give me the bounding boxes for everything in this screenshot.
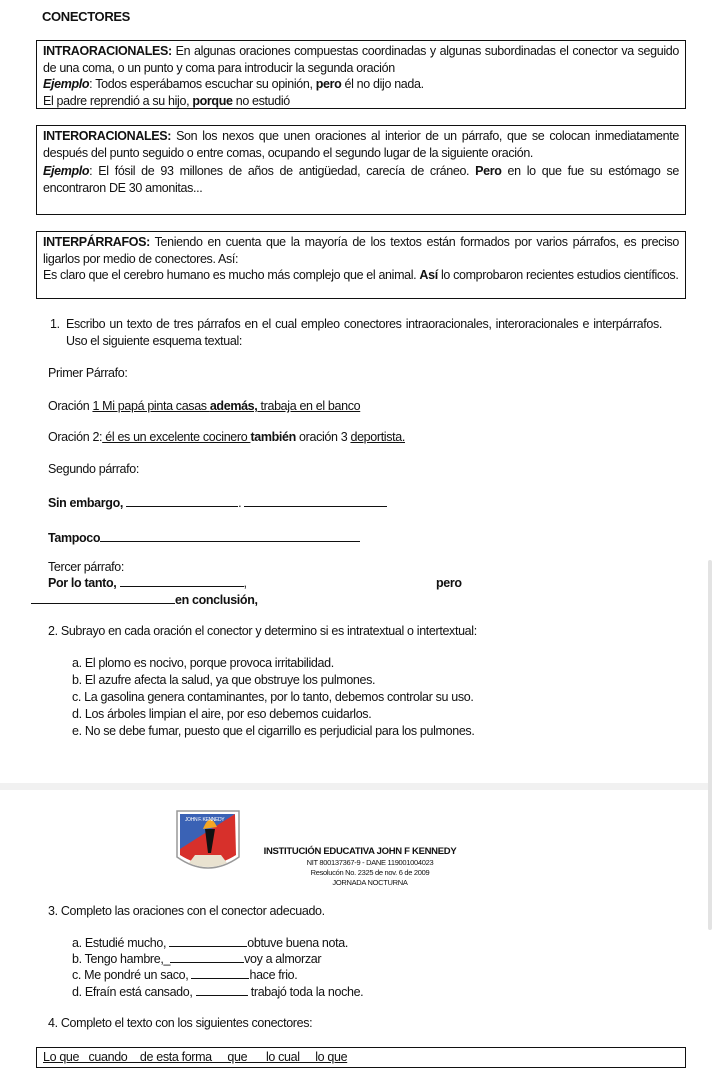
school-logo xyxy=(175,807,241,875)
connector-list: Lo que cuando de esta forma que lo cual lo que xyxy=(43,1050,348,1064)
list-item: b. El azufre afecta la salud, ya que obstruye los pulmones. xyxy=(72,673,376,687)
example-text: él no dijo nada. xyxy=(341,77,424,91)
blank[interactable] xyxy=(244,495,387,507)
label: Oración xyxy=(48,399,93,413)
sentence-start: a. Estudié mucho, xyxy=(72,936,170,950)
answer: 1 Mi papá pinta casas xyxy=(92,399,210,413)
sentence-end: obtuve buena nota. xyxy=(247,936,348,950)
sentence-end: trabajó toda la noche. xyxy=(247,985,364,999)
list-item: e. No se debe fumar, puesto que el cigarrillo es perjudicial para los pulmones. xyxy=(72,724,475,738)
blank[interactable] xyxy=(31,592,175,604)
blank[interactable] xyxy=(196,984,248,996)
sin-embargo-line: Sin embargo, . xyxy=(48,495,387,511)
blank[interactable] xyxy=(191,967,249,979)
blank[interactable] xyxy=(100,530,360,542)
institution-header xyxy=(240,846,480,888)
example-text: : El fósil de 93 millones de años de antigüedad, carecía de cráneo. xyxy=(89,163,476,178)
example-label: Ejemplo xyxy=(43,77,90,91)
page-separator xyxy=(0,783,712,790)
question-2: 2. Subrayo en cada oración el conector y determino si es intratextual o intertextual: xyxy=(48,624,477,638)
second-paragraph-label: Segundo párrafo: xyxy=(48,462,140,476)
connector: porque xyxy=(192,93,233,108)
example-text: lo comprobaron recientes estudios científicos. xyxy=(437,268,679,282)
connector: Tampoco xyxy=(48,531,101,545)
first-paragraph-label: Primer Párrafo: xyxy=(48,366,128,380)
list-item xyxy=(72,951,321,968)
list-item xyxy=(72,967,297,984)
box-text: En algunas oraciones compuestas coordinadas y algunas subordinadas el conector va seguido de una coma, o un punto y coma para introducir la segunda oración xyxy=(43,44,679,75)
por-lo-tanto-line: Por lo tanto, , xyxy=(48,576,247,590)
answer: trabaja en el banco xyxy=(257,399,361,413)
box-heading: INTERPÁRRAFOS: xyxy=(43,235,150,249)
interoracionales-box xyxy=(36,125,686,215)
question-3: 3. Completo las oraciones con el conector adecuado. xyxy=(48,904,325,918)
scrollbar[interactable] xyxy=(708,560,712,930)
institution-shift: JORNADA NOCTURNA xyxy=(332,878,408,887)
blank[interactable] xyxy=(126,495,238,507)
logo-text: JOHN F. KENNEDY xyxy=(185,817,225,823)
intraoracionales-box xyxy=(36,40,686,109)
institution-nit: NIT 800137367-9 - DANE 119001004023 xyxy=(306,858,434,867)
sentence-start: d. Efraín está cansado, xyxy=(72,985,196,999)
sentence-start: b. Tengo hambre,_ xyxy=(72,952,171,966)
list-item: a. El plomo es nocivo, porque provoca irritabilidad. xyxy=(72,656,334,670)
interparrafos-box xyxy=(36,231,686,299)
connector: pero xyxy=(315,77,342,91)
connector: Por lo tanto, xyxy=(48,576,117,590)
example-text: : Todos esperábamos escuchar su opinión, xyxy=(89,77,316,91)
box-heading: INTERORACIONALES: xyxy=(43,129,172,143)
tampoco-line xyxy=(48,530,360,546)
connector: pero xyxy=(436,576,462,590)
example-text: no estudió xyxy=(232,93,290,108)
question-4: 4. Completo el texto con los siguientes conectores: xyxy=(48,1016,313,1030)
label: oración 3 xyxy=(295,430,351,444)
institution-resolution: Resolucón No. 2325 de nov. 6 de 2009 xyxy=(310,868,430,877)
box-text: Son los nexos que unen oraciones al interior de un párrafo, que se colocan inmediatamente después del punto seguido o entre comas, ocupando el segundo lugar de la siguiente oración. xyxy=(43,129,679,161)
connector: además, xyxy=(209,399,258,413)
question-text: Escribo un texto de tres párrafos en el cual empleo conectores intraoracionales, interoracionales e interpárrafos. Uso el siguiente esquema textual: xyxy=(66,317,662,348)
connector: Sin embargo, xyxy=(48,496,123,510)
sentence-end: voy a almorzar xyxy=(244,952,322,966)
question-1 xyxy=(50,316,662,349)
en-conclusion-line xyxy=(31,592,258,608)
connector: en conclusión, xyxy=(175,593,258,607)
sentence-2 xyxy=(48,429,405,445)
blank[interactable] xyxy=(169,935,247,947)
connector: también xyxy=(250,430,296,444)
list-item: c. La gasolina genera contaminantes, por lo tanto, debemos controlar su uso. xyxy=(72,690,474,704)
sentence-1 xyxy=(48,398,360,414)
connectors-box xyxy=(36,1047,686,1068)
example-text: El padre reprendió a su hijo, xyxy=(43,93,193,108)
connector: Pero xyxy=(475,163,502,178)
list-item: d. Los árboles limpian el aire, por eso debemos cuidarlos. xyxy=(72,707,372,721)
blank[interactable] xyxy=(120,575,244,587)
example-text: Es claro que el cerebro humano es mucho más complejo que el animal. xyxy=(43,268,420,282)
question-number: 1. xyxy=(50,317,60,331)
institution-name: INSTITUCIÓN EDUCATIVA JOHN F KENNEDY xyxy=(263,846,457,857)
sentence-start: c. Me pondré un saco, xyxy=(72,968,192,982)
page-title: CONECTORES xyxy=(42,9,130,24)
label: Oración 2: xyxy=(48,430,103,444)
example-label: Ejemplo xyxy=(43,163,90,178)
list-item xyxy=(72,935,348,952)
blank[interactable] xyxy=(170,951,244,963)
third-paragraph-label: Tercer párrafo: xyxy=(48,560,125,574)
box-heading: INTRAORACIONALES: xyxy=(43,44,172,58)
example-text: en lo que fue su estómago se encontraron DE 30 amonitas... xyxy=(43,163,679,195)
connector: Así xyxy=(419,268,438,282)
answer: deportista. xyxy=(350,430,405,444)
answer: él es un excelente cocinero xyxy=(102,430,251,444)
box-text: Teniendo en cuenta que la mayoría de los textos están formados por varios párrafos, es preciso ligarlos por medio de conectores. Así: xyxy=(43,235,679,266)
sentence-end: hace frio. xyxy=(249,968,298,982)
list-item xyxy=(72,984,363,1001)
